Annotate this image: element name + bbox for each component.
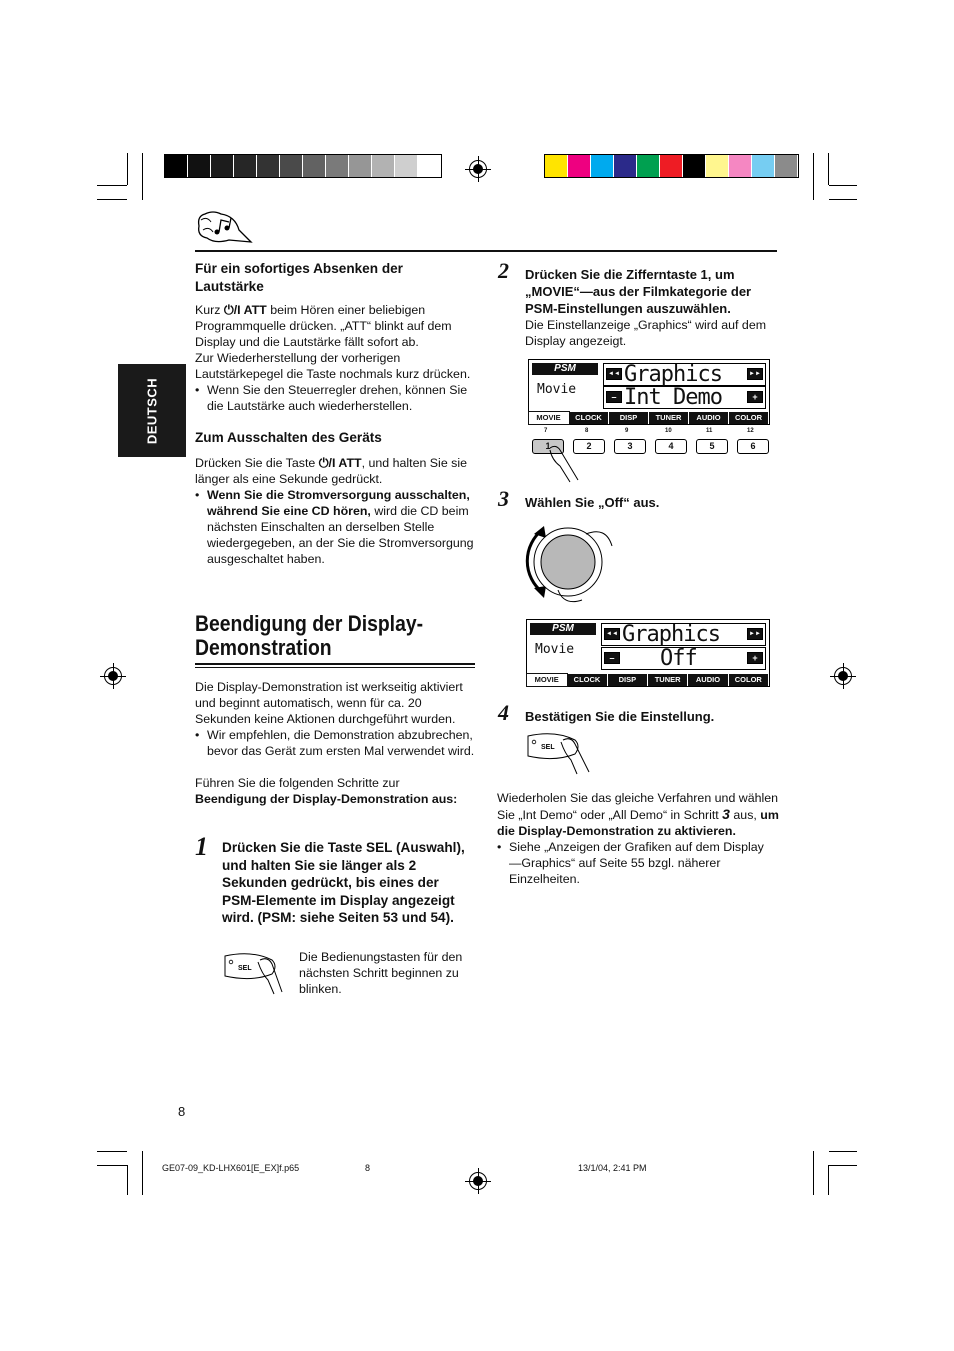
calibration-swatch: [752, 155, 775, 177]
color-calibration-bars: [544, 154, 799, 178]
calibration-swatch: [257, 155, 280, 177]
prev-icon: ◄◄: [606, 368, 622, 380]
step-1-instruction: Drücken Sie die Taste SEL (Auswahl), und halten Sie sie länger als 2 Sekunden gedrückt, bis eines der PSM-Elemente im Display angezeigt wird. (PSM: siehe Seiten 53 und 54).: [222, 840, 465, 926]
lcd-menu-bar: MOVIE CLOCK DISP TUNER AUDIO COLOR: [527, 674, 769, 686]
calibration-swatch: [303, 155, 326, 177]
mute-paragraph: Kurz ⏻/I ATT beim Hören einer beliebigen Programmquelle drücken. „ATT“ blinkt auf dem Display und die Lautstärke fällt sofort ab.: [195, 303, 452, 349]
number-key-3[interactable]: 3: [614, 439, 646, 454]
step-3-instruction: Wählen Sie „Off“ aus.: [525, 495, 660, 510]
crop-mark: [97, 199, 127, 200]
power-off-paragraph: Drücken Sie die Taste ⏻/I ATT, und halten Sie sie länger als eine Sekunde gedrückt.: [195, 456, 467, 486]
intro-paragraph: Die Display-Demonstration ist werkseitig aktiviert und beginnt automatisch, wenn für ca. 20 Sekunden keine Aktionen durchgeführt wurden.: [195, 680, 463, 726]
crop-mark: [142, 153, 143, 200]
calibration-swatch: [660, 155, 683, 177]
step-2-instruction: Drücken Sie die Zifferntaste 1, um „MOVIE“—aus der Filmkategorie der PSM-Einstellungen auszuwählen.: [525, 267, 752, 316]
lcd-line-2: Off: [601, 647, 766, 670]
next-icon: ►►: [747, 628, 763, 640]
bullet-item: • Wir empfehlen, die Demonstration abzubrechen, bevor das Gerät zum ersten Mal verwendet wird.: [195, 728, 475, 758]
section-title-mute: Für ein sofortiges Absenken der Lautstärke: [195, 261, 403, 294]
crop-mark: [127, 1165, 128, 1195]
title-rule-thin: [195, 667, 475, 668]
plus-icon: +: [747, 652, 763, 664]
plus-icon: +: [747, 391, 763, 403]
header-rule: [195, 250, 777, 252]
registration-mark: [834, 667, 852, 685]
psm-badge: PSM: [530, 623, 596, 635]
step-2-note: Die Einstellanzeige „Graphics“ wird auf dem Display angezeigt.: [525, 318, 767, 348]
key-sublabel: 11: [706, 428, 713, 434]
calibration-swatch: [326, 155, 349, 177]
lcd-display: [526, 619, 770, 687]
language-sidebar: [118, 364, 186, 457]
calibration-swatch: [372, 155, 395, 177]
calibration-swatch: [568, 155, 591, 177]
calibration-swatch: [234, 155, 257, 177]
next-icon: ►►: [747, 368, 763, 380]
step-number: 4: [498, 700, 509, 725]
bullet-item: • Wenn Sie die Stromversorgung ausschalten, während Sie eine CD hören, wird die CD beim nächsten Einschalten an derselben Stelle wiedergegeben, an der Sie die Stromversorgung ausgeschaltet haben.: [195, 488, 474, 566]
crop-mark: [97, 1165, 127, 1166]
final-section: [497, 790, 779, 887]
calibration-swatch: [280, 155, 303, 177]
sel-key-label: SEL: [541, 744, 555, 751]
lcd-line-1: Graphics: [601, 623, 766, 646]
music-note-icon: [195, 208, 255, 246]
bullet-item: • Wenn Sie den Steuerregler drehen, können Sie die Lautstärke auch wiederherstellen.: [195, 383, 468, 413]
number-key-6[interactable]: 6: [737, 439, 769, 454]
calibration-swatch: [211, 155, 234, 177]
footer-date: 13/1/04, 2:41 PM: [578, 1163, 647, 1173]
minus-icon: –: [606, 391, 622, 403]
follow-paragraph: Führen Sie die folgenden Schritte zur: [195, 776, 400, 790]
bullet-item: • Siehe „Anzeigen der Grafiken auf dem Display —Graphics“ auf Seite 55 bzgl. näherer Einzelheiten.: [497, 840, 764, 886]
calibration-swatch: [165, 155, 188, 177]
sel-button-illustration: [222, 952, 284, 996]
step-number: 2: [498, 258, 509, 283]
key-sublabel: 10: [665, 428, 672, 434]
page-number: 8: [178, 1104, 186, 1119]
calibration-swatch: [418, 155, 441, 177]
prev-icon: ◄◄: [604, 628, 620, 640]
number-key-4[interactable]: 4: [655, 439, 687, 454]
title-rule: [195, 663, 475, 665]
key-sublabel: 12: [747, 428, 754, 434]
lcd-display: [528, 359, 770, 425]
crop-mark: [829, 199, 857, 200]
crop-mark: [97, 185, 127, 186]
lcd-line-1: Graphics: [603, 363, 766, 386]
minus-icon: –: [604, 652, 620, 664]
crop-mark: [813, 1151, 814, 1195]
step-number: 1: [195, 832, 208, 861]
att-key-label: ⏻/I ATT: [318, 456, 362, 470]
calibration-swatch: [637, 155, 660, 177]
lcd-menu-bar: MOVIE CLOCK DISP TUNER AUDIO COLOR: [529, 412, 769, 424]
crop-mark: [97, 1151, 127, 1152]
calibration-swatch: [614, 155, 637, 177]
crop-mark: [829, 185, 857, 186]
sel-key-label: SEL: [238, 965, 252, 972]
calibration-swatch: [706, 155, 729, 177]
final-paragraph: Wiederholen Sie das gleiche Verfahren und wählen Sie „Int Demo“ oder „All Demo“ in Schritt 3 aus, um die Display-Demonstration zu aktivieren.: [497, 791, 779, 838]
crop-mark: [142, 1151, 143, 1195]
step-number: 3: [498, 486, 509, 511]
number-key-1[interactable]: 1: [532, 439, 564, 454]
gray-calibration-bars: [164, 154, 442, 178]
registration-mark: [104, 667, 122, 685]
crop-mark: [828, 1165, 829, 1195]
registration-mark: [469, 160, 487, 178]
calibration-swatch: [729, 155, 752, 177]
crop-mark: [127, 153, 128, 185]
crop-mark: [813, 153, 814, 200]
crop-mark: [829, 1165, 857, 1166]
crop-mark: [829, 1151, 857, 1152]
key-sublabel: 8: [585, 428, 589, 434]
language-label: DEUTSCH: [144, 377, 160, 444]
footer-file-page: 8: [365, 1163, 371, 1173]
footer-file: GE07-09_KD-LHX601[E_EX]f.p65: [162, 1163, 300, 1173]
key-sublabel: 7: [544, 428, 548, 434]
section-title-power-off: Zum Ausschalten des Geräts: [195, 430, 382, 445]
follow-paragraph-bold: Beendigung der Display-Demonstration aus:: [195, 792, 458, 806]
calibration-swatch: [683, 155, 706, 177]
restore-paragraph: Zur Wiederherstellung der vorherigen Lautstärkepegel die Taste nochmals kurz drücken.: [195, 351, 471, 381]
finger-icon: [548, 444, 584, 484]
calibration-swatch: [775, 155, 798, 177]
lcd-category: Movie: [535, 642, 575, 657]
step-4-instruction: Bestätigen Sie die Einstellung.: [525, 709, 715, 724]
control-dial-illustration: [518, 518, 618, 608]
left-column: [195, 260, 477, 567]
psm-badge: PSM: [532, 363, 598, 375]
lcd-category: Movie: [537, 382, 577, 397]
crop-mark: [828, 153, 829, 185]
calibration-swatch: [591, 155, 614, 177]
page-title: Beendigung der Display- Demonstration: [195, 611, 424, 660]
step-reference: 3: [722, 806, 730, 822]
calibration-swatch: [188, 155, 211, 177]
calibration-swatch: [545, 155, 568, 177]
registration-mark: [469, 1172, 487, 1190]
calibration-swatch: [395, 155, 418, 177]
sel-button-illustration: [525, 732, 593, 776]
key-sublabel: 9: [625, 428, 629, 434]
number-key-5[interactable]: 5: [696, 439, 728, 454]
calibration-swatch: [349, 155, 372, 177]
lcd-line-2: Int Demo: [603, 386, 766, 409]
step-1-note: Die Bedienungstasten für den nächsten Schritt beginnen zu blinken.: [299, 950, 463, 996]
demo-intro: [195, 679, 477, 807]
att-key-label: ⏻/I ATT: [223, 303, 267, 317]
number-key-2[interactable]: 2: [573, 439, 605, 454]
